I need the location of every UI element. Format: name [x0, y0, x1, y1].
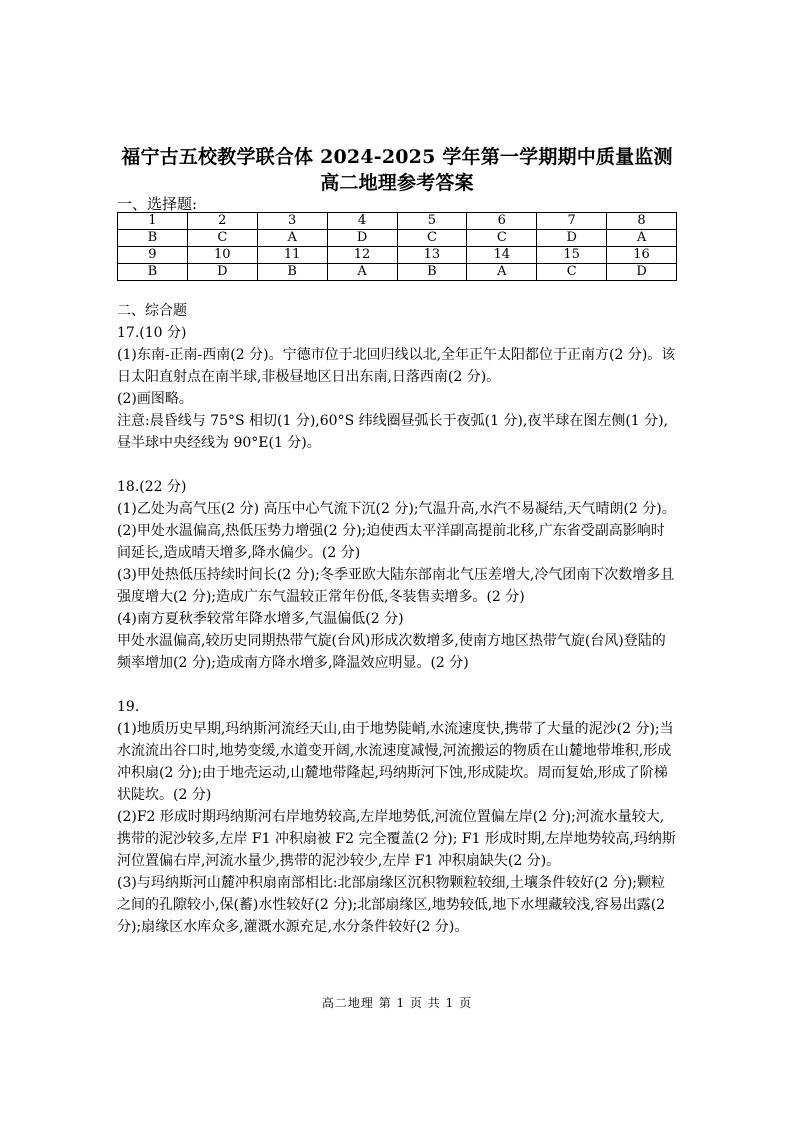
- table-row: [118, 213, 677, 230]
- q18-answer-2: (2)甲处水温偏高,热低压势力增强(2 分);迫使西太平洋副高提前北移,广东省受副高影响时间延长,造成晴天增多,降水偏少。(2 分): [117, 523, 665, 561]
- answer-cell: C: [467, 230, 537, 247]
- q18-answer-3: (3)甲处热低压持续时间长(2 分);冬季亚欧大陆东部南北气压差增大,冷气团南下次数增多且强度增大(2 分);造成广东气温较正常年份低,冬装售卖增多。(2 分): [117, 567, 675, 605]
- page-footer: 高二地理 第 1 页 共 1 页: [321, 996, 473, 1010]
- answer-cell: C: [397, 230, 467, 247]
- q17-answer-2: (2)画图略。: [117, 391, 193, 407]
- exam-title: 福宁古五校教学联合体 2024-2025 学年第一学期期中质量监测: [121, 146, 673, 168]
- question-number-cell: 5: [397, 213, 467, 230]
- answer-cell: B: [397, 264, 467, 281]
- answer-cell: C: [187, 230, 257, 247]
- q17-note: 注意:晨昏线与 75°S 相切(1 分),60°S 纬线圈昼弧长于夜弧(1 分),夜半球在图左侧(1 分),昼半球中央经线为 90°E(1 分)。: [117, 413, 669, 451]
- answer-cell: B: [118, 264, 188, 281]
- question-number-cell: 1: [118, 213, 188, 230]
- answer-cell: C: [537, 264, 607, 281]
- table-row: [118, 230, 677, 247]
- q18-answer-4-detail: 甲处水温偏高,较历史同期热带气旋(台风)形成次数增多,使南方地区热带气旋(台风)登陆的频率增加(2 分);造成南方降水增多,降温效应明显。(2 分): [117, 633, 666, 671]
- question-number-cell: 16: [607, 247, 677, 264]
- answer-cell: D: [537, 230, 607, 247]
- q18-heading: 18.(22 分): [117, 479, 187, 495]
- question-number-cell: 9: [118, 247, 188, 264]
- comprehensive-section: [117, 300, 677, 938]
- question-number-cell: 4: [327, 213, 397, 230]
- spacer: [117, 454, 677, 476]
- q18-answer-1: (1)乙处为高气压(2 分) 高压中心气流下沉(2 分);气温升高,水汽不易凝结,天气晴朗(2 分)。: [117, 501, 676, 517]
- q17-heading: 17.(10 分): [117, 325, 187, 341]
- question-number-cell: 11: [257, 247, 327, 264]
- answer-cell: A: [257, 230, 327, 247]
- q19-answer-2: (2)F2 形成时期玛纳斯河右岸地势较高,左岸地势低,河流位置偏左岸(2 分);河流水量较大,携带的泥沙较多,左岸 F1 冲积扇被 F2 完全覆盖(2 分); F1 形成时期,左岸地势较高,玛纳斯河位置偏右岸,河流水量少,携带的泥沙较少,左岸 F1 冲积扇缺失(2 分)。: [117, 809, 676, 869]
- q19-heading: 19.: [117, 699, 140, 715]
- answer-cell: D: [607, 264, 677, 281]
- question-number-cell: 15: [537, 247, 607, 264]
- question-number-cell: 6: [467, 213, 537, 230]
- q18-answer-4: (4)南方夏秋季较常年降水增多,气温偏低(2 分): [117, 611, 404, 627]
- question-number-cell: 14: [467, 247, 537, 264]
- question-number-cell: 3: [257, 213, 327, 230]
- answer-cell: D: [187, 264, 257, 281]
- question-number-cell: 13: [397, 247, 467, 264]
- q19-answer-1: (1)地质历史早期,玛纳斯河流经天山,由于地势陡峭,水流速度快,携带了大量的泥沙(2 分);当水流流出谷口时,地势变缓,水道变开阔,水流速度减慢,河流搬运的物质在山麓地带堆积,形成冲积扇(2 分);由于地壳运动,山麓地带隆起,玛纳斯河下蚀,形成陡坎。周而复始,形成了阶梯状陡坎。(2 分): [117, 721, 674, 803]
- answer-cell: A: [607, 230, 677, 247]
- question-number-cell: 12: [327, 247, 397, 264]
- question-number-cell: 2: [187, 213, 257, 230]
- q17-answer-1: (1)东南-正南-西南(2 分)。宁德市位于北回归线以北,全年正午太阳都位于正南方(2 分)。该日太阳直射点在南半球,非极昼地区日出东南,日落西南(2 分)。: [117, 347, 676, 385]
- answer-cell: B: [118, 230, 188, 247]
- answer-key-title: 高二地理参考答案: [320, 172, 474, 194]
- answer-cell: A: [467, 264, 537, 281]
- answer-cell: B: [257, 264, 327, 281]
- spacer: [117, 674, 677, 696]
- section-1-label: 一、选择题:: [117, 195, 198, 213]
- question-number-cell: 10: [187, 247, 257, 264]
- answer-cell: A: [327, 264, 397, 281]
- section-2-label: 二、综合题: [117, 303, 187, 319]
- answer-cell: D: [327, 230, 397, 247]
- multiple-choice-answer-table: [117, 212, 677, 281]
- table-row: [118, 247, 677, 264]
- question-number-cell: 7: [537, 213, 607, 230]
- q19-answer-3: (3)与玛纳斯河山麓冲积扇南部相比:北部扇缘区沉积物颗粒较细,土壤条件较好(2 分);颗粒之间的孔隙较小,保(蓄)水性较好(2 分);北部扇缘区,地势较低,地下水埋藏较浅,容易出露(2 分);扇缘区水库众多,灌溉水源充足,水分条件较好(2 分)。: [117, 875, 666, 935]
- question-number-cell: 8: [607, 213, 677, 230]
- table-row: [118, 264, 677, 281]
